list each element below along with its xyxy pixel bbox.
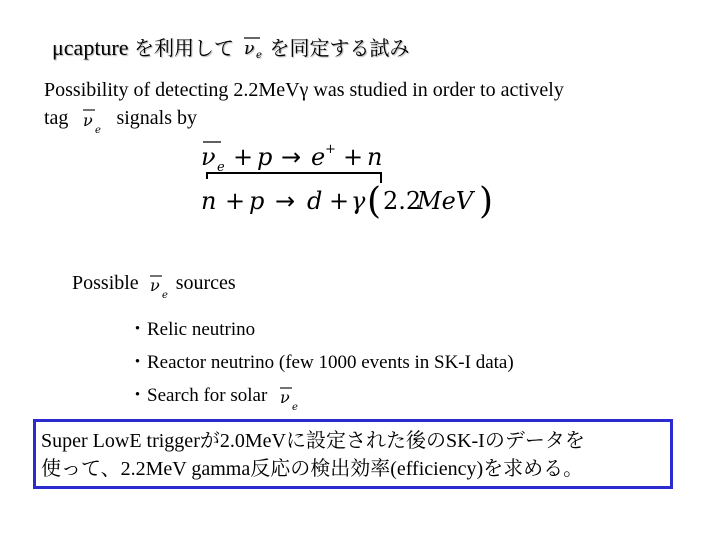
title-prefix: μcapture (52, 35, 135, 60)
reaction2-n: n (201, 187, 217, 215)
reaction2-d: d (307, 187, 323, 215)
source-item-relic: ・Relic neutrino (128, 319, 256, 340)
reaction2-plus2: + (329, 187, 350, 215)
svg-text:e: e (292, 402, 298, 411)
reaction1-plus2: + (343, 143, 364, 171)
svg-text:ν: ν (149, 276, 160, 295)
svg-text:e: e (161, 290, 168, 299)
source-item-reactor: ・Reactor neutrino (few 1000 events in SK-I data) (128, 352, 514, 373)
intro-line-2 (44, 107, 197, 134)
summary-line-1: Super LowE triggerが2.0MeVに設定された後のSK-Iのデータを (41, 430, 585, 452)
intro-line-1: Possibility of detecting 2.2MeVγ was studied in order to actively (44, 79, 564, 101)
reaction1-plus: + (233, 143, 254, 171)
reaction1-e-sup: + (325, 142, 336, 157)
title-jp-part1: を利用して (134, 36, 235, 60)
sources-heading (72, 272, 236, 299)
title-jp-part2: を同定する試み (269, 36, 410, 60)
nu-e-bar-symbol (146, 273, 176, 299)
reaction1-n: n (367, 143, 383, 171)
source-item-solar-text: ・Search for solar (128, 385, 268, 406)
source-item-solar (128, 380, 306, 411)
summary-line-2: 使って、2.2MeV gamma反応の検出効率(efficiency)を求める。 (41, 458, 584, 480)
reaction1-p: p (257, 143, 273, 171)
reaction2-arrow: → (275, 187, 296, 215)
reaction2-lparen: ( (367, 181, 382, 220)
intro-signals-text: signals by (116, 107, 197, 129)
svg-text:ν: ν (243, 39, 254, 59)
reaction2-plus: + (225, 187, 246, 215)
svg-text:e: e (95, 125, 102, 134)
reaction2-energy: 2.2 (383, 187, 422, 215)
reaction2-rparen: ) (479, 181, 494, 220)
svg-text:ν: ν (83, 111, 94, 130)
nu-e-bar-symbol (276, 385, 306, 411)
nu-e-bar-symbol (240, 35, 270, 57)
intro-tag-text: tag (44, 107, 69, 129)
slide-title (52, 32, 410, 61)
svg-text:e: e (255, 50, 262, 59)
svg-text:ν: ν (280, 388, 290, 407)
reaction2-gamma: γ (351, 187, 366, 215)
sources-possible-text: Possible (72, 272, 139, 294)
reaction-equations (195, 135, 505, 220)
reaction1-e: e (311, 143, 326, 171)
sources-sources-text: sources (175, 272, 236, 294)
reaction1-nu: ν (201, 143, 216, 171)
reaction1-arrow: → (281, 143, 302, 171)
reaction-connector (207, 173, 381, 183)
summary-box (33, 419, 673, 489)
nu-e-bar-symbol (77, 108, 107, 134)
reaction2-unit: MeV (417, 187, 474, 215)
reaction2-p: p (249, 187, 265, 215)
reaction1-e-sub: e (217, 160, 225, 175)
